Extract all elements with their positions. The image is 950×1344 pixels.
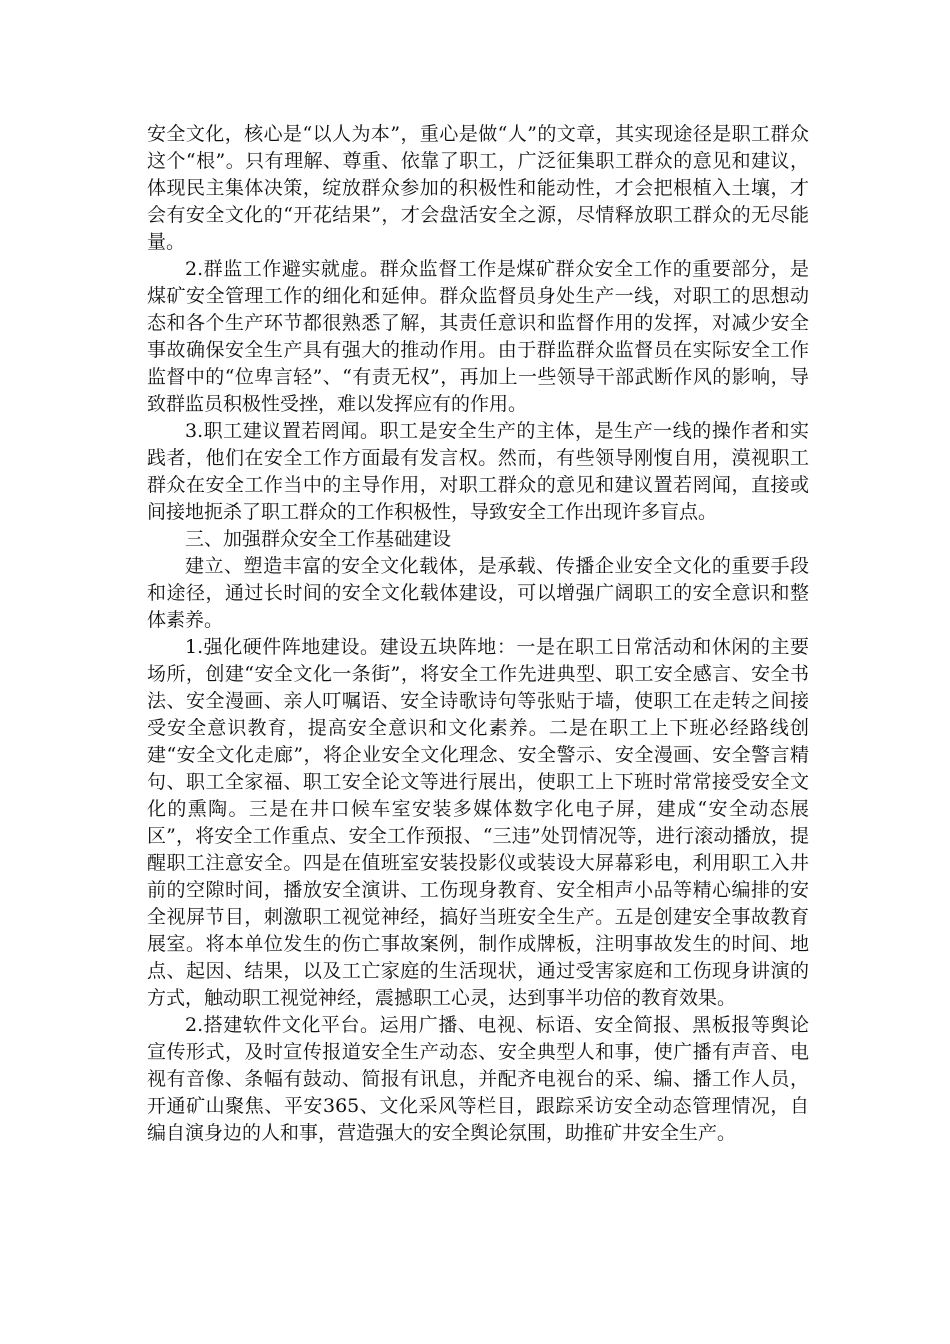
paragraph-group-supervision: 2.群监工作避实就虚。群众监督工作是煤矿群众安全工作的重要部分，是煤矿安全管理工作的细化和延伸。群众监督员身处生产一线，对职工的思想动态和各个生产环节都很熟悉了解，其责任意识和监督作用的发挥，对减少安全事故确保安全生产具有强大的推动作用。由于群监群众监督员在实际安全工作监督中的“位卑言轻”、“有责无权”，再加上一些领导干部武断作风的影响，导致群监员积极性受挫，难以发挥应有的作用。 [147, 258, 809, 415]
paragraph-safety-culture-intro: 安全文化，核心是“以人为本”，重心是做“人”的文章，其实现途径是职工群众这个“根”。只有理解、尊重、依靠了职工，广泛征集职工群众的意见和建议，体现民主集体决策，绽放群众参加的积极性和能动性，才会把根植入土壤，才会有安全文化的“开花结果”，才会盘活安全之源，尽情释放职工群众的无尽能量。 [147, 123, 809, 253]
paragraph-hardware-construction: 1.强化硬件阵地建设。建设五块阵地：一是在职工日常活动和休闲的主要场所，创建“安全文化一条街”，将安全工作先进典型、职工安全感言、安全书法、安全漫画、亲人叮嘱语、安全诗歌诗句等张贴于墙，使职工在走转之间接受安全意识教育，提高安全意识和文化素养。二是在职工上下班必经路线创建“安全文化走廊”，将企业安全文化理念、安全警示、安全漫画、安全警言精句、职工全家福、职工安全论文等进行展出，使职工上下班时常常接受安全文化的熏陶。三是在井口候车室安装多媒体数字化电子屏，建成“安全动态展区”，将安全工作重点、安全工作预报、“三违”处罚情况等，进行滚动播放，提醒职工注意安全。四是在值班室安装投影仪或装设大屏幕彩电，利用职工入井前的空隙时间，播放安全演讲、工伤现身教育、安全相声小品等精心编排的安全视屏节目，刺激职工视觉神经，搞好当班安全生产。五是创建安全事故教育展室。将本单位发生的伤亡事故案例，制作成牌板，注明事故发生的时间、地点、起因、结果，以及工亡家庭的生活现状，通过受害家庭和工伤现身讲演的方式，触动职工视觉神经，震撼职工心灵，达到事半功倍的教育效果。 [147, 636, 809, 1009]
document-body [147, 121, 809, 1147]
section-heading-3: 三、加强群众安全工作基础建设 [185, 528, 452, 550]
paragraph-section-intro: 建立、塑造丰富的安全文化载体，是承载、传播企业安全文化的重要手段和途径，通过长时间的安全文化载体建设，可以增强广阔职工的安全意识和整体素养。 [147, 555, 809, 631]
paragraph-worker-suggestions: 3.职工建议置若罔闻。职工是安全生产的主体，是生产一线的操作者和实践者，他们在安全工作方面最有发言权。然而，有些领导刚愎自用，漠视职工群众在安全工作当中的主导作用，对职工群众的意见和建议置若罔闻，直接或间接地扼杀了职工群众的工作积极性，导致安全工作出现许多盲点。 [147, 420, 809, 523]
paragraph-software-platform: 2.搭建软件文化平台。运用广播、电视、标语、安全简报、黑板报等舆论宣传形式，及时宣传报道安全生产动态、安全典型人和事，使广播有声音、电视有音像、条幅有鼓动、简报有讯息，并配齐电视台的采、编、播工作人员，开通矿山聚焦、平安365、文化采风等栏目，跟踪采访安全动态管理情况，自编自演身边的人和事，营造强大的安全舆论氛围，助推矿井安全生产。 [147, 1014, 809, 1144]
